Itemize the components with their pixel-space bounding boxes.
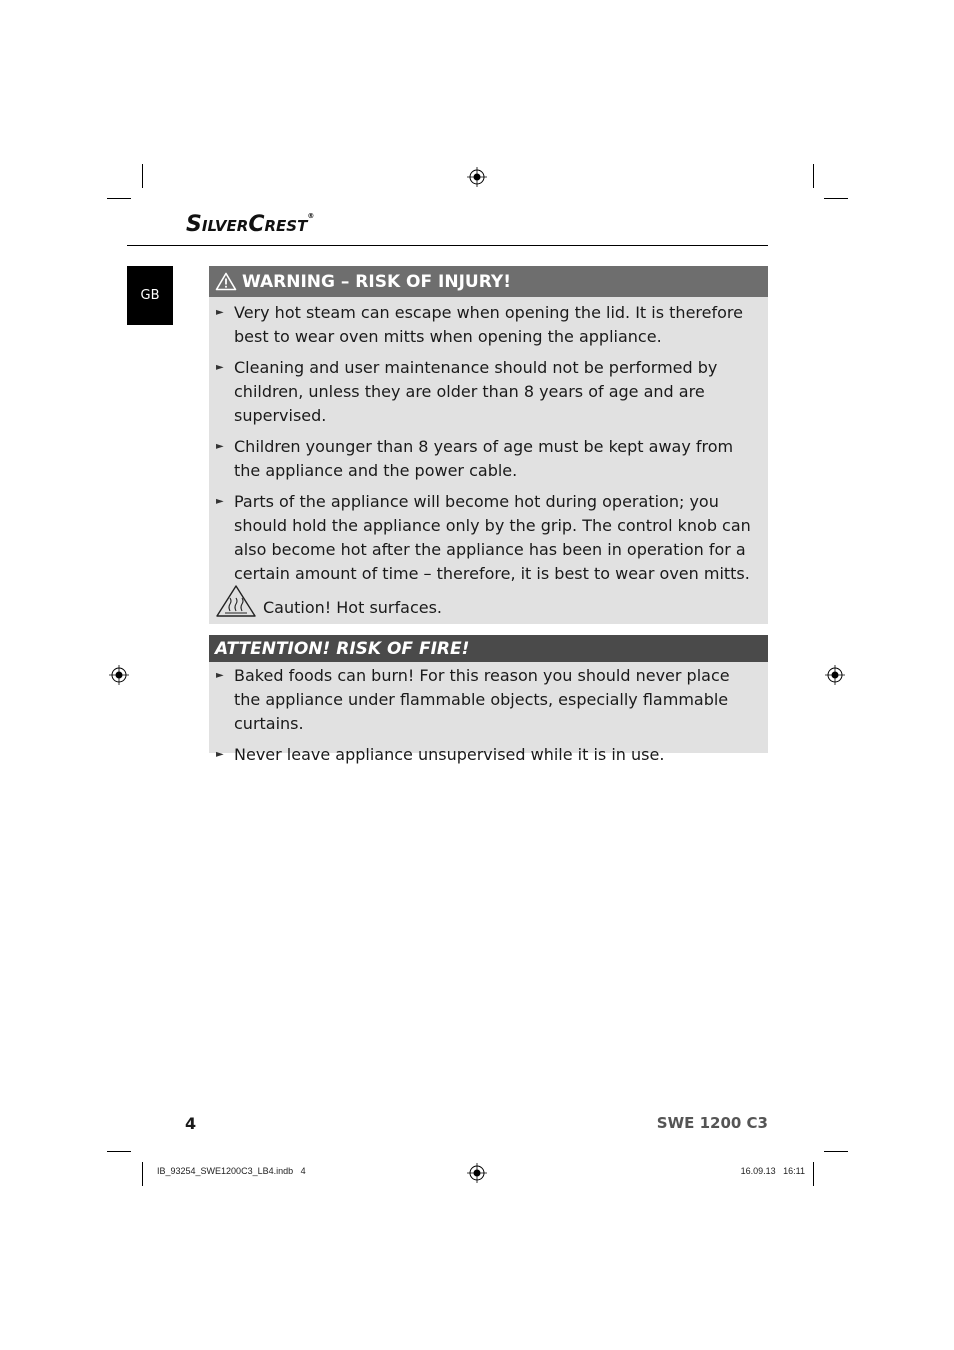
print-slug-file: IB_93254_SWE1200C3_LB4.indb 4 xyxy=(157,1166,306,1176)
caution-text: Caution! Hot surfaces. xyxy=(263,598,442,617)
registration-mark-icon xyxy=(825,665,845,685)
crop-mark xyxy=(142,1162,143,1186)
fire-title: ATTENTION! RISK OF FIRE! xyxy=(215,638,470,659)
crop-mark xyxy=(813,164,814,188)
crop-mark xyxy=(107,1151,131,1152)
page-number: 4 xyxy=(185,1114,197,1133)
language-tab: GB xyxy=(127,266,173,325)
warning-triangle-icon xyxy=(215,272,237,291)
caution-row xyxy=(215,584,442,618)
registration-mark-icon xyxy=(467,167,487,187)
crop-mark xyxy=(107,198,131,199)
crop-mark xyxy=(824,1151,848,1152)
warning-list xyxy=(209,301,768,586)
fire-header xyxy=(209,635,768,662)
list-item: ► Baked foods can burn! For this reason you should never place the appliance under flammable objects, especially flammable curtains. xyxy=(216,666,730,733)
bullet-arrow-icon: ► xyxy=(216,307,224,318)
bullet-arrow-icon: ► xyxy=(216,749,224,760)
crop-mark xyxy=(813,1162,814,1186)
fire-list xyxy=(209,664,768,767)
bullet-arrow-icon: ► xyxy=(216,441,224,452)
list-item: ► Children younger than 8 years of age must be kept away from the appliance and the power cable. xyxy=(216,437,734,480)
print-slug-date: 16.09.13 16:11 xyxy=(740,1166,805,1176)
fire-box xyxy=(209,635,768,764)
crop-mark xyxy=(142,164,143,188)
hot-surface-icon xyxy=(215,584,257,618)
list-item: ► Cleaning and user maintenance should not be performed by children, unless they are older than 8 years of age and are supervised. xyxy=(216,358,718,425)
warning-header xyxy=(209,266,768,297)
model-number: SWE 1200 C3 xyxy=(656,1114,768,1132)
warning-title: WARNING – RISK OF INJURY! xyxy=(242,271,511,292)
warning-box xyxy=(209,266,768,624)
list-item: ► Never leave appliance unsupervised while it is in use. xyxy=(209,743,768,767)
bullet-arrow-icon: ► xyxy=(216,670,224,681)
list-item: ► Very hot steam can escape when opening the lid. It is therefore best to wear oven mitts when opening the appliance. xyxy=(216,303,743,346)
header-divider xyxy=(127,245,768,246)
list-item: ► Parts of the appliance will become hot during operation; you should hold the appliance only by the grip. The control knob can also become hot after the appliance has been in operation for a certain amount of time – therefore, it is best to wear oven mitts. xyxy=(216,492,751,583)
registration-mark-icon xyxy=(109,665,129,685)
registration-mark-icon xyxy=(467,1163,487,1183)
bullet-arrow-icon: ► xyxy=(216,362,224,373)
brand-logo: SILVERCREST® xyxy=(186,212,315,237)
bullet-arrow-icon: ► xyxy=(216,496,224,507)
crop-mark xyxy=(824,198,848,199)
